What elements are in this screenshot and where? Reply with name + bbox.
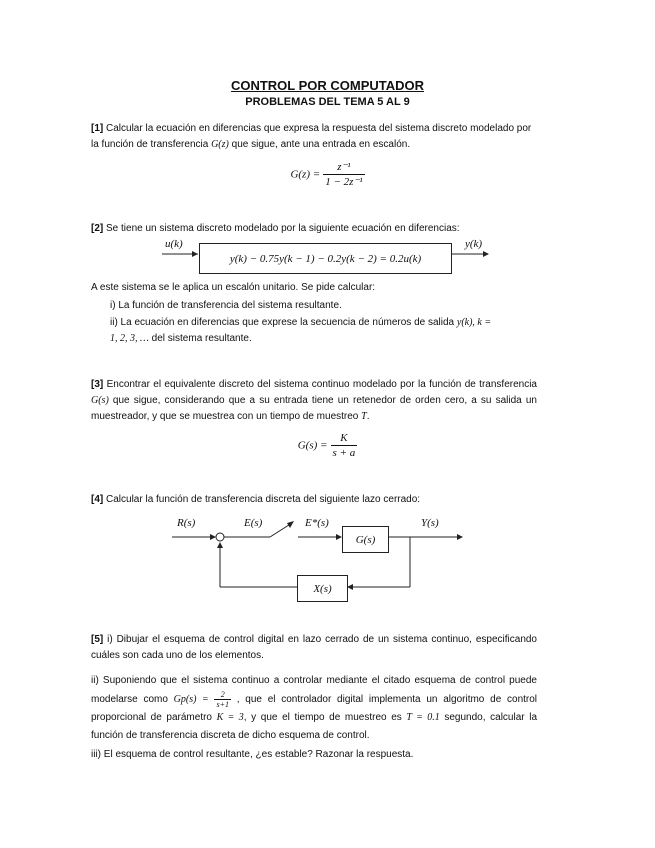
problem-4-label-estar: E*(s) (305, 517, 329, 529)
problem-2-text: Se tiene un sistema discreto modelado por la siguiente ecuación en diferencias: (103, 223, 460, 234)
problem-2-number: [2] (91, 223, 104, 234)
problem-5-item-ii (91, 672, 537, 745)
problem-3-text-c: . (366, 411, 370, 422)
problem-4-block-x-label: X(s) (313, 582, 332, 595)
problem-2-item-ii-text-a: ii) La ecuación en diferencias que exprese la secuencia de números de salida (110, 317, 457, 328)
problem-2-item-ii-text-b: del sistema resultante. (148, 333, 252, 344)
problem-1-text-b: que sigue, ante una entrada en escalón. (228, 139, 411, 150)
problem-5-item-ii-k: K = 3 (216, 712, 244, 724)
problem-5-item-ii-text-a: ii) Suponiendo que el sistema continuo a controlar mediante el citado esquema de control puede modelarse como (91, 675, 537, 706)
problem-4-block-g-label: G(s) (355, 533, 376, 546)
problem-4-number: [4] (91, 494, 104, 505)
problem-5-item-ii-fraction (214, 690, 231, 709)
problem-5-item-ii-text-b: , que el controlador digital implementa un algoritmo de control proporcional de parámetro (91, 694, 538, 724)
problem-1-text-a: Calcular la ecuación en diferencias que expresa la respuesta del sistema discreto modelado por la función de transferencia (91, 123, 532, 150)
problem-5-item-ii-gp: Gp(s) = (173, 694, 209, 706)
problem-4-text: Calcular la función de transferencia discreta del siguiente lazo cerrado: (103, 494, 421, 505)
problem-1-eq-lhs: G(z) = (290, 168, 321, 181)
problem-3-eq-numerator: K (331, 431, 358, 446)
problem-1-number: [1] (91, 123, 104, 134)
problem-2-item-ii-symbol: y(k), k = (456, 317, 492, 328)
problem-4-label-r: R(s) (177, 517, 196, 529)
problem-4-label-e: E(s) (244, 517, 263, 529)
problem-2-input-label: u(k) (165, 238, 183, 250)
problem-2-item-i: i) La función de transferencia del sistema resultante. (110, 300, 342, 311)
problem-3-symbol-g: G(s) (91, 395, 109, 406)
problem-3-eq-denominator: s + a (332, 447, 356, 459)
problem-2-after: A este sistema se le aplica un escalón unitario. Se pide calcular: (91, 282, 376, 293)
problem-4-label-y: Y(s) (421, 517, 439, 529)
problem-5-item-ii-text-d: segundo, calcular la función de transferencia discreta de dicho esquema de control. (91, 712, 538, 742)
document-title: CONTROL POR COMPUTADOR (230, 78, 425, 93)
problem-5-item-i (91, 632, 537, 664)
problem-3-symbol-t: T (361, 411, 367, 422)
problem-3-number: [3] (91, 379, 104, 390)
problem-5-item-ii-t: T = 0.1 (406, 712, 440, 724)
problem-2-equation: y(k) − 0.75y(k − 1) − 0.2y(k − 2) = 0.2u(k) (229, 252, 422, 265)
problem-3-text-a: Encontrar el equivalente discreto del sistema continuo modelado por la función de transferencia (103, 379, 537, 390)
problem-2-output-label: y(k) (465, 238, 483, 250)
problem-5-item-ii-frac-den: s+1 (216, 700, 229, 709)
problem-5-item-i-text: i) Dibujar el esquema de control digital en lazo cerrado de un sistema continuo, especificando cuáles son cada uno de los elementos. (91, 634, 537, 661)
document-subtitle: PROBLEMAS DEL TEMA 5 AL 9 (245, 96, 410, 108)
problem-1-eq-numerator: z⁻¹ (323, 160, 364, 175)
problem-3-eq-lhs: G(s) = (297, 439, 328, 452)
problem-4-block-g (342, 526, 389, 553)
problem-1-symbol-g: G(z) (211, 139, 229, 150)
problem-4-block-x (297, 575, 348, 602)
problem-1-eq-denominator: 1 − 2z⁻¹ (325, 176, 363, 188)
problem-5-item-ii-text-c: , y que el tiempo de muestreo es (243, 712, 407, 724)
problem-5-item-ii-frac-num: 2 (214, 690, 231, 700)
problem-5-number: [5] (91, 634, 104, 645)
problem-3-text-b: que sigue, considerando que a su entrada tiene un retenedor de orden cero, a su salida un muestreador, y que se muestrea con un tiempo de muestreo (91, 395, 537, 422)
problem-2-item-ii-sequence: 1, 2, 3, … (110, 333, 149, 344)
problem-5-item-iii: iii) El esquema de control resultante, ¿es estable? Razonar la respuesta. (91, 749, 414, 760)
